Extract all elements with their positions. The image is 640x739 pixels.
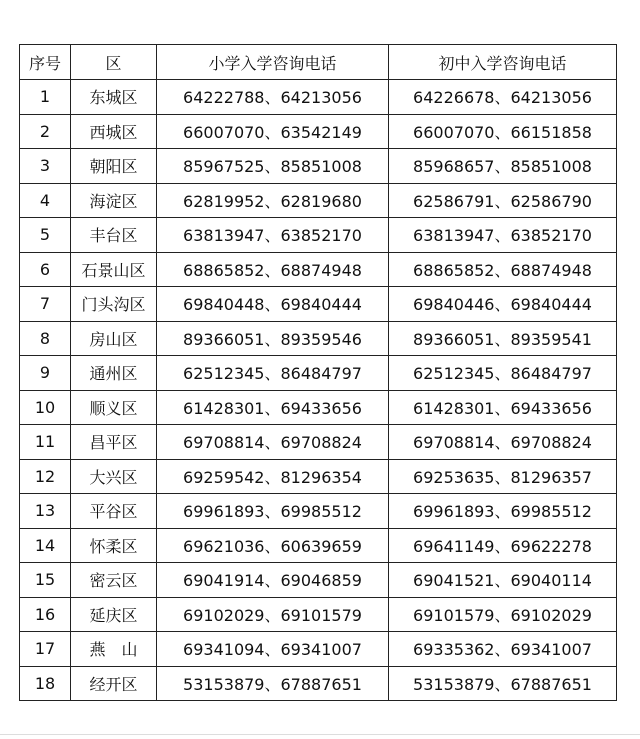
cell-district: 延庆区 <box>71 597 157 632</box>
table-row <box>20 287 617 322</box>
cell-district: 西城区 <box>71 114 157 149</box>
cell-serial-number: 6 <box>20 252 71 287</box>
cell-serial-number: 17 <box>20 632 71 667</box>
cell-serial-number: 14 <box>20 528 71 563</box>
cell-district: 海淀区 <box>71 183 157 218</box>
cell-district: 朝阳区 <box>71 149 157 184</box>
cell-middle-school-phone: 69840446、69840444 <box>389 287 617 322</box>
table-row <box>20 321 617 356</box>
cell-middle-school-phone: 64226678、64213056 <box>389 80 617 115</box>
table-row <box>20 252 617 287</box>
cell-primary-school-phone: 62512345、86484797 <box>157 356 389 391</box>
table-row <box>20 218 617 253</box>
cell-middle-school-phone: 69335362、69341007 <box>389 632 617 667</box>
cell-primary-school-phone: 69041914、69046859 <box>157 563 389 598</box>
cell-district: 怀柔区 <box>71 528 157 563</box>
table-body <box>20 80 617 701</box>
cell-district: 房山区 <box>71 321 157 356</box>
table-row <box>20 390 617 425</box>
cell-serial-number: 10 <box>20 390 71 425</box>
cell-primary-school-phone: 63813947、63852170 <box>157 218 389 253</box>
cell-primary-school-phone: 64222788、64213056 <box>157 80 389 115</box>
cell-middle-school-phone: 63813947、63852170 <box>389 218 617 253</box>
table-row <box>20 563 617 598</box>
header-primary-school-phone: 小学入学咨询电话 <box>157 45 389 80</box>
header-district: 区 <box>71 45 157 80</box>
cell-district: 门头沟区 <box>71 287 157 322</box>
table-row <box>20 597 617 632</box>
table-row <box>20 114 617 149</box>
cell-primary-school-phone: 69708814、69708824 <box>157 425 389 460</box>
cell-serial-number: 3 <box>20 149 71 184</box>
cell-serial-number: 11 <box>20 425 71 460</box>
cell-serial-number: 16 <box>20 597 71 632</box>
cell-primary-school-phone: 62819952、62819680 <box>157 183 389 218</box>
table-row <box>20 666 617 701</box>
header-middle-school-phone: 初中入学咨询电话 <box>389 45 617 80</box>
cell-serial-number: 12 <box>20 459 71 494</box>
cell-middle-school-phone: 69101579、69102029 <box>389 597 617 632</box>
cell-middle-school-phone: 69041521、69040114 <box>389 563 617 598</box>
cell-middle-school-phone: 69708814、69708824 <box>389 425 617 460</box>
cell-serial-number: 1 <box>20 80 71 115</box>
cell-serial-number: 15 <box>20 563 71 598</box>
cell-middle-school-phone: 85968657、85851008 <box>389 149 617 184</box>
cell-middle-school-phone: 69253635、81296357 <box>389 459 617 494</box>
table-row <box>20 356 617 391</box>
cell-primary-school-phone: 85967525、85851008 <box>157 149 389 184</box>
cell-serial-number: 2 <box>20 114 71 149</box>
cell-serial-number: 5 <box>20 218 71 253</box>
cell-serial-number: 7 <box>20 287 71 322</box>
table-header-row <box>20 45 617 80</box>
cell-primary-school-phone: 66007070、63542149 <box>157 114 389 149</box>
cell-middle-school-phone: 53153879、67887651 <box>389 666 617 701</box>
table-row <box>20 80 617 115</box>
cell-serial-number: 13 <box>20 494 71 529</box>
cell-middle-school-phone: 62512345、86484797 <box>389 356 617 391</box>
cell-primary-school-phone: 69840448、69840444 <box>157 287 389 322</box>
cell-district: 经开区 <box>71 666 157 701</box>
cell-primary-school-phone: 69621036、60639659 <box>157 528 389 563</box>
cell-primary-school-phone: 89366051、89359546 <box>157 321 389 356</box>
table-row <box>20 425 617 460</box>
cell-district: 燕 山 <box>71 632 157 667</box>
cell-middle-school-phone: 69641149、69622278 <box>389 528 617 563</box>
cell-district: 平谷区 <box>71 494 157 529</box>
cell-primary-school-phone: 69341094、69341007 <box>157 632 389 667</box>
cell-middle-school-phone: 89366051、89359541 <box>389 321 617 356</box>
table-row <box>20 528 617 563</box>
cell-serial-number: 4 <box>20 183 71 218</box>
cell-serial-number: 9 <box>20 356 71 391</box>
cell-district: 通州区 <box>71 356 157 391</box>
cell-primary-school-phone: 61428301、69433656 <box>157 390 389 425</box>
cell-primary-school-phone: 69961893、69985512 <box>157 494 389 529</box>
table-row <box>20 183 617 218</box>
cell-district: 昌平区 <box>71 425 157 460</box>
table-row <box>20 149 617 184</box>
cell-primary-school-phone: 69102029、69101579 <box>157 597 389 632</box>
cell-primary-school-phone: 69259542、81296354 <box>157 459 389 494</box>
cell-middle-school-phone: 69961893、69985512 <box>389 494 617 529</box>
cell-serial-number: 18 <box>20 666 71 701</box>
cell-district: 密云区 <box>71 563 157 598</box>
table-row <box>20 632 617 667</box>
cell-middle-school-phone: 66007070、66151858 <box>389 114 617 149</box>
document-page <box>19 44 616 701</box>
cell-district: 东城区 <box>71 80 157 115</box>
table-row <box>20 459 617 494</box>
cell-district: 丰台区 <box>71 218 157 253</box>
cell-primary-school-phone: 68865852、68874948 <box>157 252 389 287</box>
cell-middle-school-phone: 62586791、62586790 <box>389 183 617 218</box>
header-serial-number: 序号 <box>20 45 71 80</box>
cell-serial-number: 8 <box>20 321 71 356</box>
cell-primary-school-phone: 53153879、67887651 <box>157 666 389 701</box>
cell-district: 石景山区 <box>71 252 157 287</box>
page-bottom-border <box>0 734 640 735</box>
cell-district: 大兴区 <box>71 459 157 494</box>
cell-middle-school-phone: 61428301、69433656 <box>389 390 617 425</box>
table-row <box>20 494 617 529</box>
consultation-phone-table <box>19 44 617 701</box>
cell-middle-school-phone: 68865852、68874948 <box>389 252 617 287</box>
cell-district: 顺义区 <box>71 390 157 425</box>
